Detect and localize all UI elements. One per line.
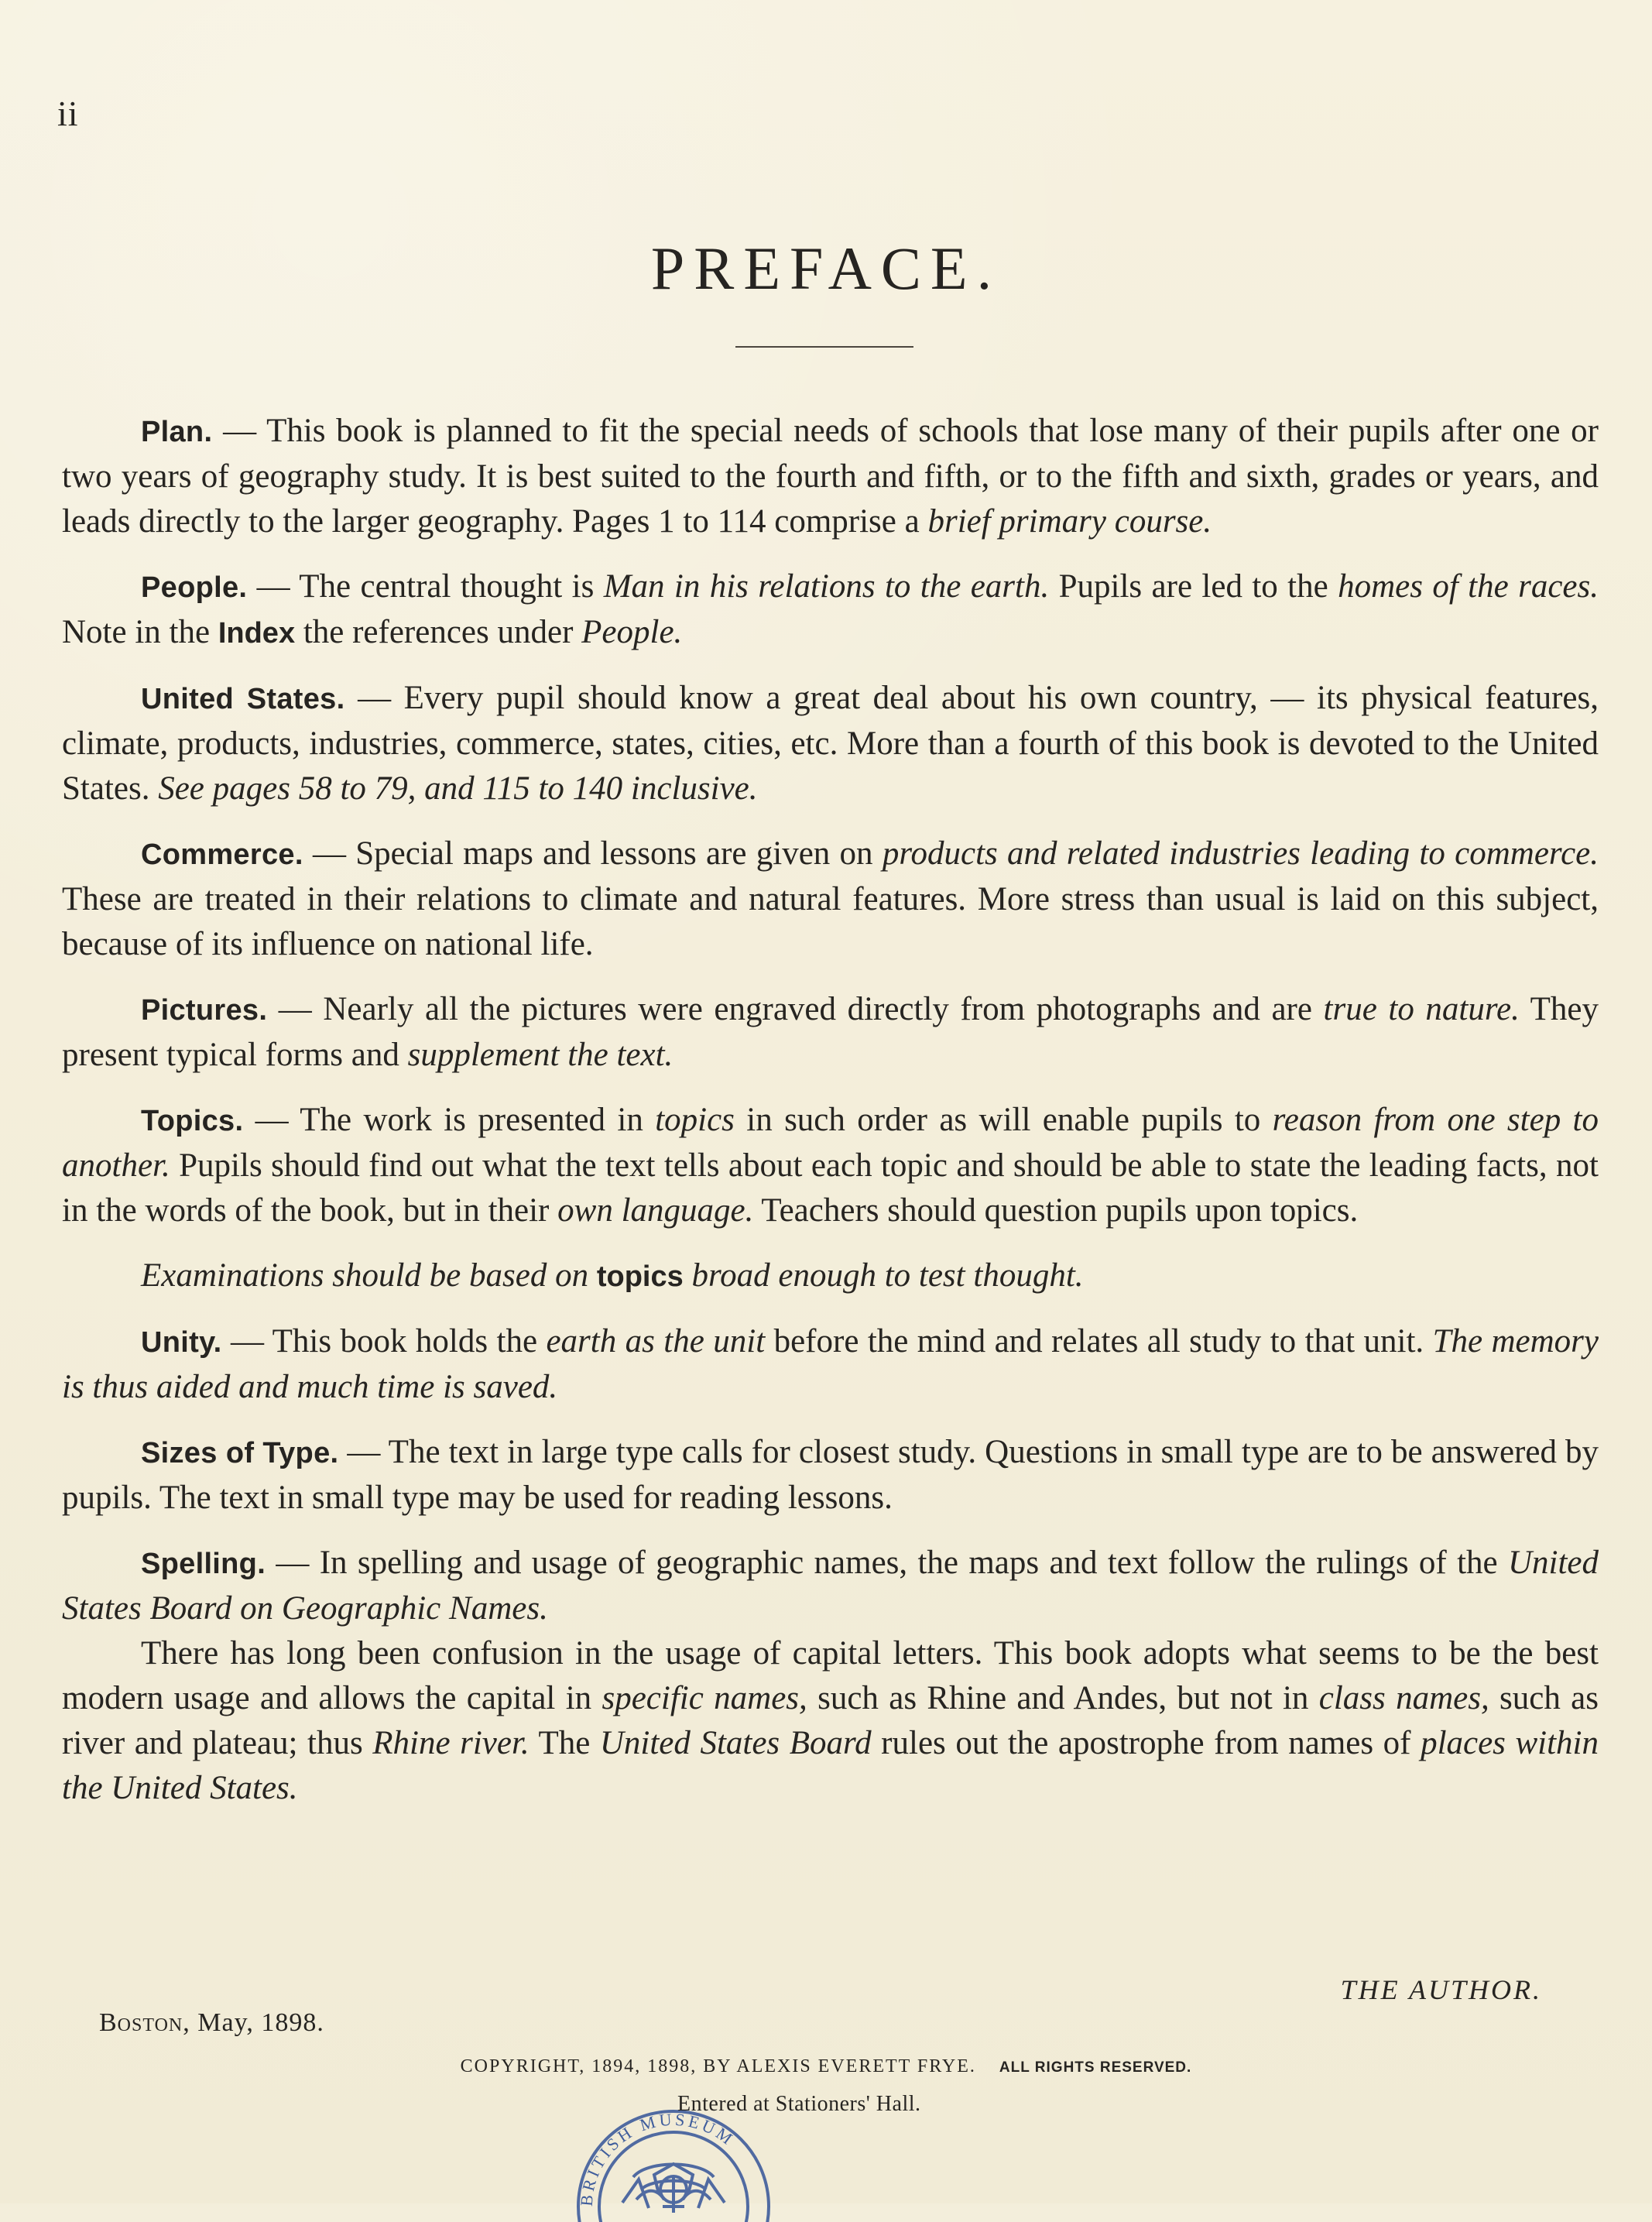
paragraph-heading: Sizes of Type. — [141, 1437, 339, 1469]
paragraph-heading: Commerce. — [141, 838, 303, 871]
paragraph-heading: Unity. — [141, 1326, 222, 1359]
preface-paragraph — [62, 676, 1599, 811]
preface-paragraph — [62, 1253, 1599, 1299]
italic-text: homes of the races. — [1338, 568, 1599, 605]
italic-text: brief primary course. — [927, 503, 1212, 540]
italic-text: earth as the unit — [546, 1323, 766, 1360]
paragraph-text: They present typical forms and — [62, 991, 1599, 1073]
paragraph-heading: Topics. — [141, 1105, 244, 1137]
paragraph-text: before the mind and relates all study to that unit. — [765, 1323, 1433, 1360]
paragraph-text: — Nearly all the pictures were engraved directly from photographs and are — [267, 991, 1324, 1027]
italic-text: supplement the text. — [407, 1037, 673, 1073]
paragraph-text: such as river and plateau; thus — [62, 1680, 1599, 1761]
italic-text: class names, — [1318, 1680, 1489, 1716]
paragraph-text: Pupils are led to the — [1049, 568, 1338, 605]
bold-text: topics — [596, 1260, 684, 1293]
preface-paragraph — [62, 1541, 1599, 1631]
page-number: ii — [57, 94, 79, 133]
paragraph-heading: Spelling. — [141, 1548, 266, 1580]
copyright-main: COPYRIGHT, 1894, 1898, BY ALEXIS EVERETT FRYE. — [460, 2056, 976, 2076]
italic-text: People. — [581, 614, 683, 650]
italic-text: Rhine river. — [372, 1725, 530, 1761]
paragraph-text: — Every pupil should know a great deal about his own country, — its physical features, climate, products, industries, commerce, states, cities, etc. More than a fourth of this book is devoted to the United States. — [62, 680, 1599, 807]
preface-paragraph — [62, 1098, 1599, 1233]
italic-text: United States Board on Geographic Names. — [62, 1545, 1599, 1627]
bold-text: Index — [218, 617, 296, 650]
stamp-text: BRITISH MUSEUM — [576, 2109, 739, 2207]
paragraph-text: — The text in large type calls for closest study. Questions in small type are to be answered by pupils. The text in small type may be used for reading lessons. — [62, 1434, 1599, 1516]
copyright-line — [0, 2056, 1652, 2077]
preface-paragraph — [62, 832, 1599, 967]
preface-paragraph — [62, 1631, 1599, 1811]
paragraph-text: — This book is planned to fit the special needs of schools that lose many of their pupils after one or two years of geography study. It is best suited to the fourth and fifth, or to the fifth and sixth, grades or years, and leads directly to the larger geography. Pages 1 to 114 comprise a — [62, 413, 1599, 540]
paragraph-text: the references under — [295, 614, 582, 650]
copyright-rights: ALL RIGHTS RESERVED. — [999, 2059, 1192, 2076]
italic-text: Man in his relations to the earth. — [603, 568, 1050, 605]
paragraph-text: There has long been confusion in the usage of capital letters. This book adopts what seems to be the best modern usage and allows the capital in — [62, 1635, 1599, 1716]
italic-text: Examinations should be based on — [141, 1257, 597, 1294]
paragraph-heading: Pictures. — [141, 994, 268, 1027]
paragraph-heading: United States. — [141, 683, 345, 715]
paragraph-text: such as Rhine and Andes, but not in — [807, 1680, 1319, 1716]
paragraph-text: rules out the apostrophe from names of — [871, 1725, 1421, 1761]
italic-text: topics — [655, 1102, 735, 1138]
paragraph-text: Teachers should question pupils upon topics. — [753, 1192, 1359, 1229]
italic-text: products and related industries leading to commerce. — [882, 835, 1599, 872]
preface-paragraph — [62, 987, 1599, 1078]
paragraph-text: — In spelling and usage of geographic names, the maps and text follow the rulings of the — [266, 1545, 1508, 1581]
paragraph-text: Pupils should find out what the text tells about each topic and should be able to state the leading facts, not in the words of the book, but in their — [62, 1147, 1599, 1229]
paragraph-text: — This book holds the — [221, 1323, 547, 1360]
paragraph-heading: People. — [141, 571, 248, 604]
preface-paragraph — [62, 1319, 1599, 1410]
italic-text: true to nature. — [1323, 991, 1520, 1027]
dateline-place: Boston, — [99, 2008, 190, 2037]
paragraph-text: These are treated in their relations to climate and natural features. More stress than usual is laid on this subject, because of its influence on national life. — [62, 881, 1599, 962]
title-rule — [735, 346, 913, 348]
dateline-date: May, 1898. — [197, 2008, 324, 2037]
preface-content — [62, 409, 1599, 1831]
italic-text: broad enough to test thought. — [683, 1257, 1084, 1294]
author-signature: THE AUTHOR. — [1340, 1974, 1542, 2005]
preface-paragraph — [62, 409, 1599, 544]
italic-text: own language. — [557, 1192, 754, 1229]
paragraph-text: Note in the — [62, 614, 218, 650]
italic-text: United States Board — [599, 1725, 872, 1761]
paragraph-text: — The central thought is — [247, 568, 604, 605]
italic-text: See pages 58 to 79, and 115 to 140 inclusive. — [158, 770, 758, 807]
italic-text: The memory is thus aided and much time is saved. — [62, 1323, 1599, 1405]
paragraph-text: — Special maps and lessons are given on — [303, 835, 883, 872]
preface-paragraph — [62, 564, 1599, 656]
italic-text: places within the United States. — [62, 1725, 1599, 1806]
dateline — [99, 2008, 324, 2038]
preface-paragraph — [62, 1430, 1599, 1521]
paragraph-text: — The work is presented in — [243, 1102, 656, 1138]
italic-text: specific names, — [602, 1680, 807, 1716]
paragraph-heading: Plan. — [141, 416, 213, 448]
italic-text: reason from one step to another. — [62, 1102, 1599, 1184]
paragraph-text: in such order as will enable pupils to — [734, 1102, 1273, 1138]
page-title: PREFACE. — [650, 235, 1002, 302]
paragraph-text: The — [529, 1725, 600, 1761]
entered-notice: Entered at Stationers' Hall. — [677, 2092, 921, 2116]
